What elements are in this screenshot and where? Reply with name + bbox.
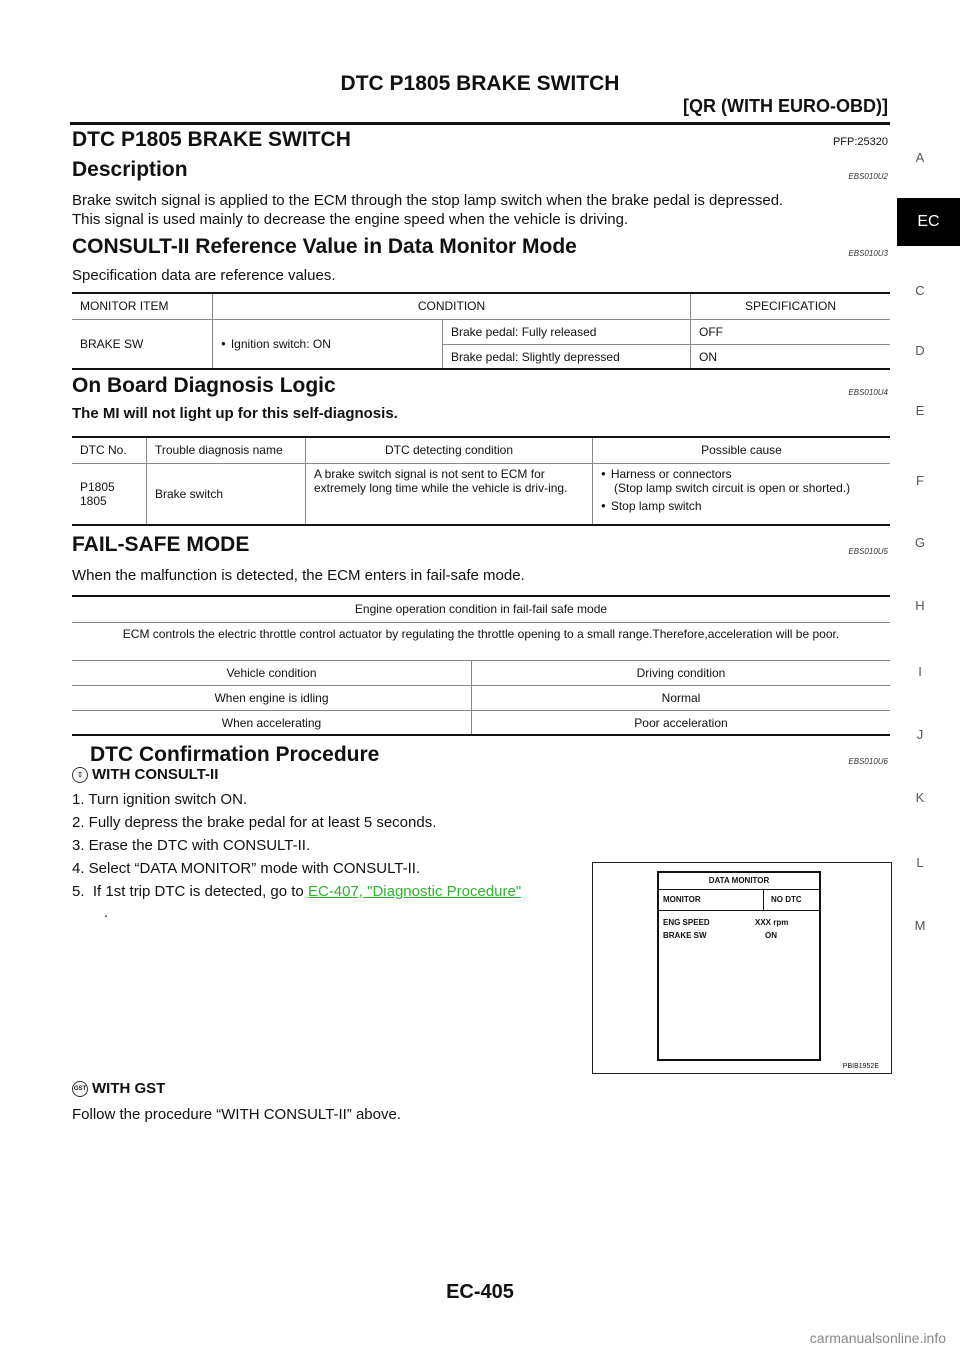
description-code: EBS010U2 — [848, 172, 888, 181]
side-tab-j[interactable]: J — [916, 727, 924, 742]
condition-row-2: Brake pedal: Slightly depressed — [443, 344, 691, 369]
monitor-item-2-value: ON — [765, 931, 777, 940]
gst-device-icon: GST — [72, 1081, 88, 1097]
consult-ref-code: EBS010U3 — [848, 249, 888, 258]
col-trouble-name: Trouble diagnosis name — [147, 437, 306, 463]
data-monitor-figure — [592, 862, 892, 1074]
spec-row-2: ON — [691, 344, 891, 369]
bullet-icon — [601, 499, 611, 513]
consult-ref-heading: CONSULT-II Reference Value in Data Monitor Mode — [72, 235, 577, 258]
vehicle-cond-1: When engine is idling — [214, 690, 329, 705]
with-gst-label-row — [72, 1080, 165, 1097]
section-title: DTC P1805 BRAKE SWITCH — [72, 128, 351, 151]
failsafe-table — [72, 595, 890, 736]
side-tab-m[interactable]: M — [914, 918, 926, 933]
description-heading: Description — [72, 158, 188, 181]
col-condition: CONDITION — [213, 293, 691, 319]
page-number: EC-405 — [446, 1281, 514, 1303]
failsafe-heading: FAIL-SAFE MODE — [72, 533, 250, 556]
side-tab-ec-active[interactable]: EC — [897, 198, 960, 246]
page-header-title: DTC P1805 BRAKE SWITCH — [340, 72, 620, 95]
detect-condition-cell: A brake switch signal is not sent to ECM for extremely long time while the vehicle is driv-ing. — [306, 463, 593, 525]
driving-cond-2: Poor acceleration — [472, 710, 891, 735]
data-monitor-header-row — [659, 890, 819, 911]
data-monitor-screen — [657, 871, 821, 1061]
failsafe-code: EBS010U5 — [848, 547, 888, 556]
monitor-col-label: MONITOR — [663, 895, 701, 904]
monitor-item-1-name: ENG SPEED — [663, 918, 710, 927]
consult-ref-note: Specification data are reference values. — [72, 267, 336, 284]
consult-device-icon: ▯ — [72, 767, 88, 783]
side-tab-d[interactable]: D — [915, 343, 925, 358]
bullet-icon — [601, 467, 611, 481]
col-specification: SPECIFICATION — [691, 293, 891, 319]
condition-cell — [213, 319, 443, 369]
figure-id: PBIB1952E — [842, 1063, 879, 1070]
side-tab-f[interactable]: F — [916, 473, 924, 488]
cause-2: Stop lamp switch — [610, 498, 702, 513]
monitor-item-cell: BRAKE SW — [80, 336, 144, 351]
step-1: 1. Turn ignition switch ON. — [72, 791, 248, 808]
header-rule — [70, 122, 890, 125]
failsafe-note: When the malfunction is detected, the ECM enters in fail-safe mode. — [72, 567, 525, 584]
cause-1-detail: (Stop lamp switch circuit is open or shorted.) — [614, 480, 851, 495]
step-5-text: 5. If 1st trip DTC is detected, go to — [72, 883, 308, 900]
dtc-code-short: 1805 — [80, 493, 107, 508]
failsafe-text: ECM controls the electric throttle control actuator by regulating the throttle opening to a small range.Therefore,acceleration will be poor. — [122, 626, 840, 641]
vehicle-cond-2: When accelerating — [221, 715, 322, 730]
obd-logic-heading: On Board Diagnosis Logic — [72, 374, 336, 397]
with-gst-label: WITH GST — [92, 1080, 166, 1097]
side-tab-l[interactable]: L — [916, 855, 924, 870]
description-text-2: This signal is used mainly to decrease the engine speed when the vehicle is driving. — [72, 211, 629, 228]
watermark: carmanualsonline.info — [809, 1330, 946, 1346]
obd-logic-table — [72, 436, 890, 526]
confirmation-heading: DTC Confirmation Procedure — [90, 743, 380, 766]
side-tab-k[interactable]: K — [915, 790, 925, 805]
spec-row-1: OFF — [691, 319, 891, 344]
monitor-status-label: NO DTC — [771, 895, 802, 904]
driving-cond-1: Normal — [472, 685, 891, 710]
monitor-item-1-value: XXX rpm — [755, 918, 789, 927]
side-tab-a[interactable]: A — [915, 150, 925, 165]
dtc-code: P1805 — [80, 479, 115, 494]
diagnostic-procedure-link[interactable]: EC-407, "Diagnostic Procedure" — [307, 883, 522, 900]
description-text-1: Brake switch signal is applied to the ECM through the stop lamp switch when the brake pedal is depressed. — [72, 192, 784, 209]
page-header-subtitle: [QR (WITH EURO-OBD)] — [683, 96, 888, 116]
with-consult-label: WITH CONSULT-II — [92, 766, 219, 783]
step-5 — [72, 882, 521, 902]
with-consult-label-row — [72, 766, 218, 783]
failsafe-header: Engine operation condition in fail-fail safe mode — [354, 602, 608, 616]
obd-logic-code: EBS010U4 — [848, 388, 888, 397]
condition-row-1: Brake pedal: Fully released — [443, 319, 691, 344]
part-code: PFP:25320 — [832, 136, 888, 148]
data-monitor-title: DATA MONITOR — [659, 873, 819, 890]
condition-text: Ignition switch: ON — [230, 336, 331, 351]
step-3: 3. Erase the DTC with CONSULT-II. — [72, 837, 311, 854]
confirmation-code: EBS010U6 — [848, 757, 888, 766]
step-5-end: . — [104, 904, 109, 921]
side-tab-g[interactable]: G — [914, 535, 926, 550]
col-vehicle-condition: Vehicle condition — [226, 665, 317, 680]
side-tab-e[interactable]: E — [915, 403, 925, 418]
monitor-item-2-name: BRAKE SW — [663, 931, 707, 940]
trouble-name-cell: Brake switch — [147, 463, 306, 525]
col-detect-condition: DTC detecting condition — [306, 437, 593, 463]
side-tab-i[interactable]: I — [918, 664, 922, 679]
col-possible-cause: Possible cause — [593, 437, 891, 463]
consult-ref-table — [72, 292, 890, 370]
bullet-icon — [221, 337, 231, 351]
monitor-col-divider — [763, 890, 764, 910]
col-monitor-item: MONITOR ITEM — [80, 299, 169, 313]
side-tab-h[interactable]: H — [915, 598, 925, 613]
obd-logic-note: The MI will not light up for this self-diagnosis. — [72, 405, 398, 422]
dtc-no-cell — [72, 463, 147, 525]
col-dtc-no: DTC No. — [80, 443, 127, 457]
step-4: 4. Select “DATA MONITOR” mode with CONSULT-II. — [72, 860, 421, 877]
step-2: 2. Fully depress the brake pedal for at least 5 seconds. — [72, 814, 437, 831]
side-tab-c[interactable]: C — [915, 283, 925, 298]
cause-1: Harness or connectors — [610, 466, 732, 481]
possible-cause-cell — [593, 463, 891, 525]
col-driving-condition: Driving condition — [472, 660, 891, 685]
gst-text: Follow the procedure “WITH CONSULT-II” above. — [72, 1106, 401, 1123]
